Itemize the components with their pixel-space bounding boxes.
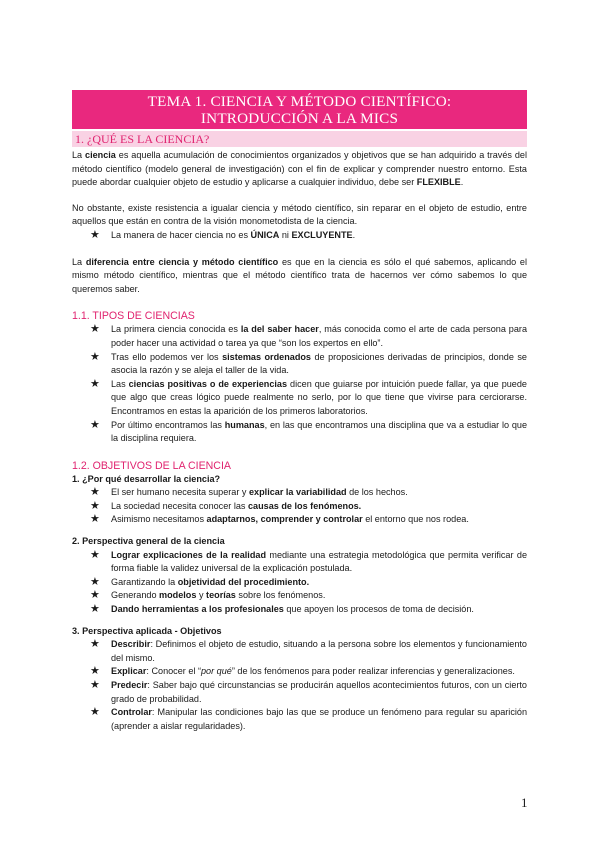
list-item: ★ Las ciencias positivas o de experiencias dicen que guiarse por intuición puede fallar, ya que puede que algo que creas lógico puede realmente no serlo, por lo que tiene que vivirse para cerciorarse. Encontramos en estas la aparición de los primeros laboratorios. (90, 377, 527, 416)
bullet-list (72, 549, 527, 617)
star-bullet-icon: ★ (90, 638, 100, 651)
star-bullet-icon: ★ (90, 589, 100, 602)
star-bullet-icon: ★ (90, 603, 100, 616)
bullet-list (72, 638, 527, 733)
paragraph-diferencia: La diferencia entre ciencia y método científico es que en la ciencia es sólo el qué sabemos, aplicando el mismo método científico, mientras que el método científico trata de hacernos ver cómo sabemos lo que queremos saber. (72, 256, 527, 294)
title-line-2: INTRODUCCIÓN A LA MICS (200, 110, 399, 127)
star-bullet-icon: ★ (90, 350, 100, 363)
paragraph-resistencia: No obstante, existe resistencia a igualar ciencia y método científico, sin reparar en el objeto de estudio, entre aquellos que están en contra de la visión monometodista de la ciencia. (72, 202, 527, 227)
list-item: ★ Lograr explicaciones de la realidad mediante una estrategia metodológica que permita verificar de forma fiable la validez universal de la explicación postulada. (90, 548, 528, 574)
title-line-1: TEMA 1. CIENCIA Y MÉTODO CIENTÍFICO: (147, 93, 452, 110)
question-heading: 2. Perspectiva general de la ciencia (72, 536, 225, 547)
list-item: ★ La manera de hacer ciencia no es ÚNICA ni EXCLUYENTE. (90, 228, 356, 241)
page-content (72, 90, 527, 733)
star-bullet-icon: ★ (90, 548, 100, 561)
star-bullet-icon: ★ (90, 575, 100, 588)
star-bullet-icon: ★ (90, 486, 100, 499)
list-item: ★ Dando herramientas a los profesionales que apoyen los procesos de toma de decisión. (90, 603, 474, 616)
star-bullet-icon: ★ (90, 499, 100, 512)
star-bullet-icon: ★ (90, 377, 100, 390)
list-item: ★ Garantizando la objetividad del procedimiento. (90, 575, 310, 588)
star-bullet-icon: ★ (90, 665, 100, 678)
list-item: ★ Por último encontramos las humanas, en las que encontramos una disciplina que va a estudiar lo que la disciplina requiera. (90, 418, 527, 444)
question-heading: 3. Perspectiva aplicada - Objetivos (72, 625, 222, 636)
list-item: ★ La primera ciencia conocida es la del saber hacer, más conocida como el arte de cada persona para poder hacer una actividad o tarea ya que “son los expertos en ello”. (90, 323, 527, 348)
star-bullet-icon: ★ (90, 679, 100, 691)
star-bullet-icon: ★ (90, 706, 100, 719)
list-item: ★ Controlar: Manipular las condiciones bajo las que se produce un fenómeno para regular su aparición (aprender a aislar regularidades). (90, 706, 527, 731)
document-title (72, 90, 527, 129)
subheading-objetivos: 1.2. OBJETIVOS DE LA CIENCIA (72, 459, 231, 472)
list-item: ★ Predecir: Saber bajo qué circunstancias se producirán aquellos acontecimientos futuros, con un cierto grado de probabilidad. (90, 679, 527, 704)
list-item: ★ La sociedad necesita conocer las causas de los fenómenos. (90, 499, 362, 512)
section-heading: 1. ¿QUÉ ES LA CIENCIA? (72, 131, 527, 147)
star-bullet-icon: ★ (90, 228, 100, 241)
list-item: ★ Explicar: Conocer el “por qué” de los fenómenos para poder realizar inferencias y generalizaciones. (90, 665, 515, 678)
paragraph-definicion: La ciencia es aquella acumulación de conocimientos organizados y objetivos que se han adquirido a través del método científico (modelo general de investigación) con el fin de explicar y comprender nuestro entorno. Esta puede abordar cualquier objeto de estudio y aplicarse a cualquier individuo, debe ser FLEXIBLE. (72, 150, 527, 188)
list-item: ★ Asimismo necesitamos adaptarnos, comprender y controlar el entorno que nos rodea. (90, 513, 469, 526)
star-bullet-icon: ★ (90, 418, 100, 431)
bullet-list (72, 229, 527, 243)
page-number: 1 (521, 795, 528, 810)
list-item: ★ Tras ello podemos ver los sistemas ordenados de proposiciones derivadas de principios, donde se asocia la razón y se aleja el taller de la vida. (90, 350, 527, 376)
star-bullet-icon: ★ (90, 323, 100, 336)
list-item: ★ Generando modelos y teorías sobre los fenómenos. (90, 589, 326, 602)
list-item: ★ El ser humano necesita superar y explicar la variabilidad de los hechos. (90, 486, 408, 499)
list-item: ★ Describir: Definimos el objeto de estudio, situando a la persona sobre los elementos y funcionamiento del mismo. (90, 638, 527, 663)
question-heading: 1. ¿Por qué desarrollar la ciencia? (72, 473, 221, 484)
bullet-list (72, 323, 527, 445)
subheading-tipos: 1.1. TIPOS DE CIENCIAS (72, 310, 195, 323)
star-bullet-icon: ★ (90, 513, 100, 526)
bullet-list (72, 486, 527, 527)
